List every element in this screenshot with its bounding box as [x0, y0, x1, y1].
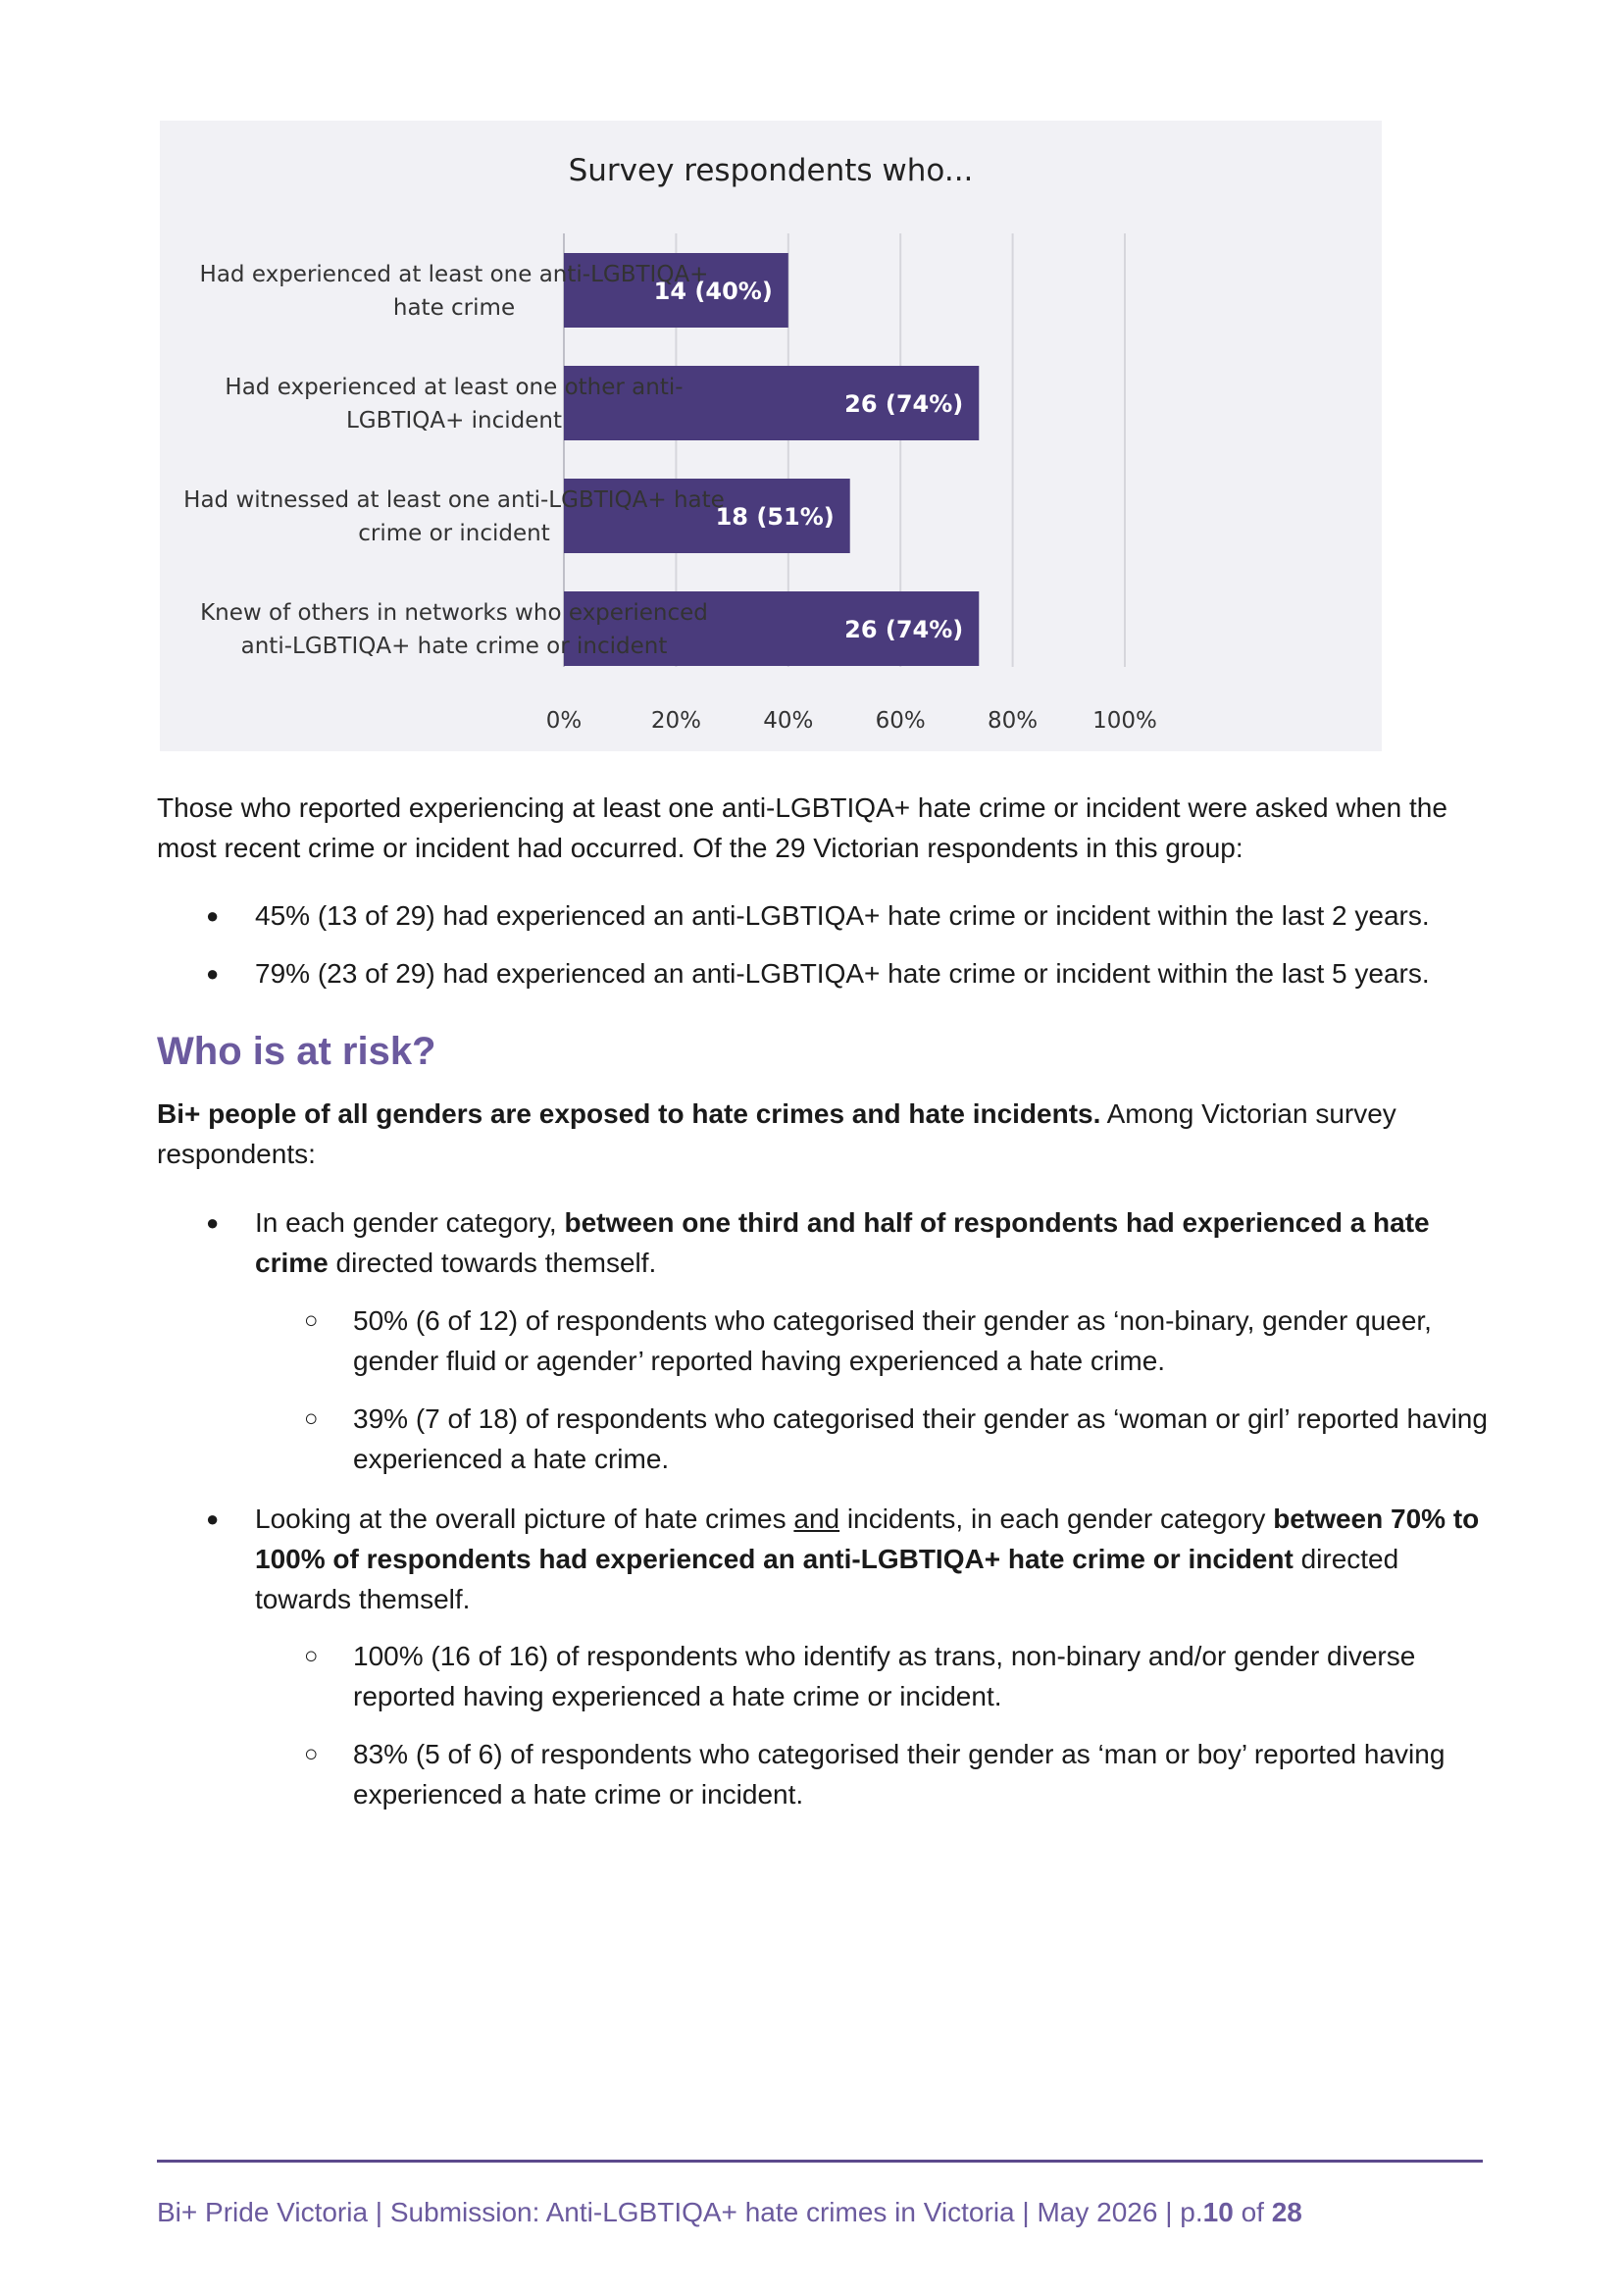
gender-sub-bullet-4 — [304, 1734, 1491, 1814]
gender-sub-bullet-1 — [304, 1300, 1491, 1381]
bullet-mid: incidents, in each gender category — [839, 1504, 1274, 1534]
bullet-marker: ● — [206, 903, 220, 928]
category-label: anti-LGBTIQA+ hate crime or incident — [240, 634, 668, 659]
footer-date: May 2026 — [1037, 2197, 1158, 2227]
recent-bullet-text: 45% (13 of 29) had experienced an anti-LGBTIQA+ hate crime or incident within the last 2 years. — [255, 900, 1430, 931]
risk-intro — [157, 1094, 1491, 1174]
bullet-post: directed towards themself. — [255, 1544, 1399, 1614]
risk-intro-bold: Bi+ people of all genders are exposed to hate crimes and hate incidents. — [157, 1098, 1101, 1129]
sub-bullet-marker: ○ — [304, 1307, 319, 1334]
risk-intro-rest: Among Victorian survey respondents: — [157, 1098, 1396, 1169]
footer-of: of — [1233, 2197, 1272, 2227]
sub-bullet-marker: ○ — [304, 1741, 319, 1767]
gender-bullet-1 — [206, 1202, 1491, 1283]
section-heading: Who is at risk? — [157, 1030, 436, 1073]
bar-data-label: 18 (51%) — [715, 503, 835, 531]
bar-data-label: 26 (74%) — [844, 390, 964, 418]
category-label: hate crime — [392, 295, 516, 321]
sub-bullet-marker: ○ — [304, 1643, 319, 1669]
sub-bullet-text: 50% (6 of 12) of respondents who categorised their gender as ‘non-binary, gender queer, gender fluid or agender’ reported having experienced a hate crime. — [353, 1305, 1432, 1376]
x-tick-label: 60% — [875, 708, 926, 734]
bullet-bold: between one third and half of respondents had experienced a hate crime — [255, 1207, 1430, 1278]
x-tick-label: 80% — [988, 708, 1039, 734]
bar-data-label: 26 (74%) — [844, 616, 964, 643]
intro-paragraph: Those who reported experiencing at least one anti-LGBTIQA+ hate crime or incident were asked when the most recent crime or incident had occurred. Of the 29 Victorian respondents in this group: — [157, 792, 1447, 863]
chart-title: Survey respondents who... — [568, 153, 974, 188]
sub-bullet-text: 39% (7 of 18) of respondents who categorised their gender as ‘woman or girl’ reported having experienced a hate crime. — [353, 1403, 1488, 1474]
category-label: crime or incident — [358, 521, 550, 546]
footer-page-total: 28 — [1271, 2197, 1302, 2227]
category-label: Had witnessed at least one anti-LGBTIQA+ hate — [183, 487, 725, 513]
footer-separator: | — [1157, 2197, 1181, 2227]
category-label: Had experienced at least one anti-LGBTIQA+ — [199, 262, 709, 287]
bullet-post: directed towards themself. — [328, 1248, 657, 1278]
footer-doc-title: Submission: Anti-LGBTIQA+ hate crimes in Victoria — [389, 2197, 1015, 2227]
recent-bullet-text: 79% (23 of 29) had experienced an anti-LGBTIQA+ hate crime or incident within the last 5 years. — [255, 958, 1430, 989]
footer-page-number: 10 — [1202, 2197, 1234, 2227]
x-tick-label: 40% — [763, 708, 814, 734]
recent-bullet-2 — [206, 953, 1491, 994]
footer-org: Bi+ Pride Victoria — [157, 2197, 369, 2227]
category-label: Knew of others in networks who experienced — [200, 600, 708, 626]
sub-bullet-text: 100% (16 of 16) of respondents who identify as trans, non-binary and/or gender diverse reported having experienced a hate crime or incident. — [353, 1641, 1416, 1711]
footer-page-prefix: p. — [1180, 2197, 1203, 2227]
bar-data-label: 14 (40%) — [653, 278, 773, 305]
bullet-bold: between 70% to 100% of respondents had experienced an anti-LGBTIQA+ hate crime or incident — [255, 1504, 1480, 1574]
gender-sub-bullet-3 — [304, 1636, 1491, 1716]
footer-divider — [157, 2160, 1483, 2163]
category-label: Had experienced at least one other anti- — [225, 375, 684, 400]
x-tick-label: 20% — [650, 708, 701, 734]
bullet-marker: ● — [206, 1210, 220, 1235]
sub-bullet-marker: ○ — [304, 1405, 319, 1432]
chart-canvas — [160, 121, 1382, 751]
x-tick-label: 0% — [545, 708, 583, 734]
bullet-pre: Looking at the overall picture of hate crimes — [255, 1504, 794, 1534]
page-footer — [157, 2197, 1302, 2228]
footer-separator: | — [368, 2197, 390, 2227]
bullet-marker: ● — [206, 961, 220, 986]
footer-separator: | — [1014, 2197, 1038, 2227]
sub-bullet-text: 83% (5 of 6) of respondents who categorised their gender as ‘man or boy’ reported having experienced a hate crime or incident. — [353, 1739, 1446, 1810]
recent-bullet-1 — [206, 895, 1491, 936]
bullet-marker: ● — [206, 1506, 220, 1531]
survey-bar-chart — [160, 121, 1382, 751]
bullet-pre: In each gender category, — [255, 1207, 565, 1238]
category-label: LGBTIQA+ incident — [345, 408, 563, 433]
x-tick-label: 100% — [1092, 708, 1157, 734]
bullet-underline: and — [793, 1504, 840, 1534]
gender-bullet-2 — [206, 1499, 1491, 1619]
gender-sub-bullet-2 — [304, 1399, 1491, 1479]
